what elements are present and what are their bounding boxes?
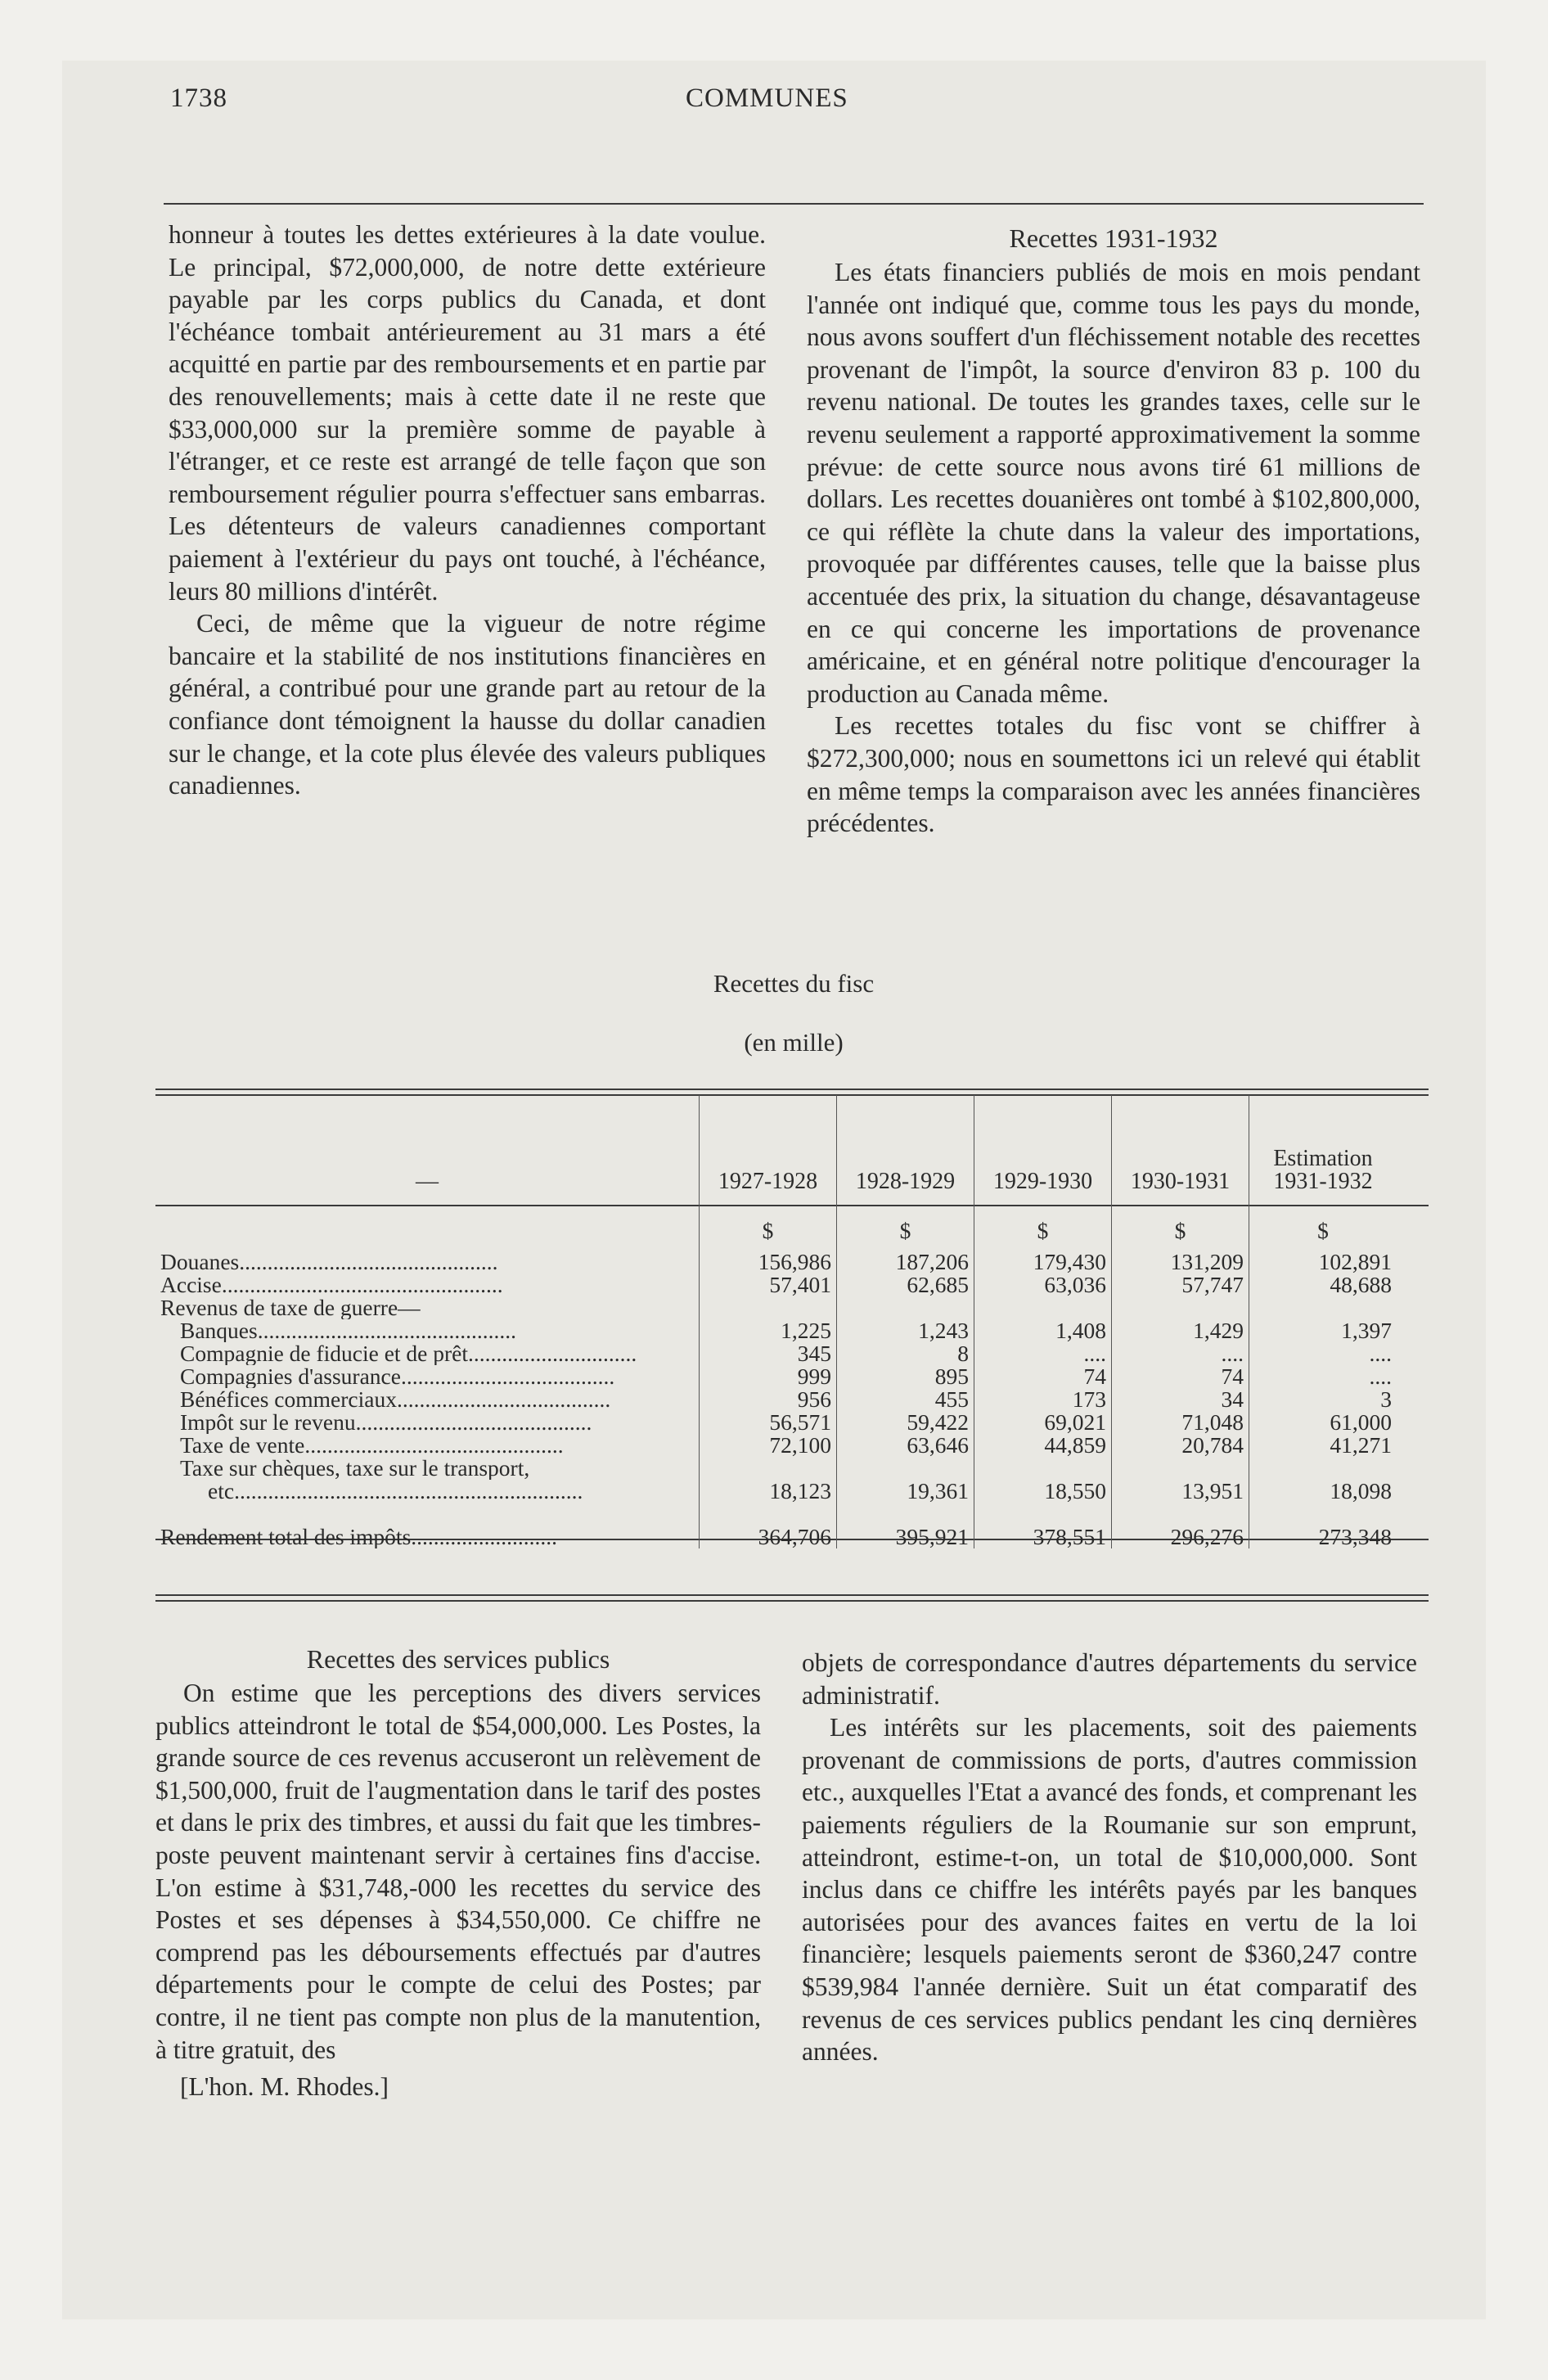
- currency-row: [155, 1193, 1397, 1242]
- table-cell: 455: [837, 1388, 974, 1411]
- table-cell: ....: [1249, 1342, 1397, 1365]
- table-cell: 3: [1249, 1388, 1397, 1411]
- table-cell: 20,784: [1112, 1434, 1249, 1457]
- paragraph: On estime que les perceptions des divers services publics atteindront le total de $54,000,000. Les Postes, la grande source de ces revenus accuseront un relèvement de $1,500,000, fruit de l'augmentation dans le tarif des postes et dans le prix des timbres, et aussi du fait que les timbres-poste peuvent maintenant servir à certaines fins d'accise. L'on estime à $31,748,-000 les recettes du service des Postes et ses dépenses à $34,550,000. Ce chiffre ne comprend pas les déboursements effectués par d'autres départements pour le compte de celui des Postes; par contre, il ne tient pas compte non plus de la manutention, à titre gratuit, des: [155, 1679, 761, 2064]
- table-subtitle: (en mille): [744, 1028, 844, 1057]
- table-cell: 156,986: [700, 1251, 837, 1273]
- table-row: [155, 1251, 1397, 1273]
- table-cell: 44,859: [974, 1434, 1112, 1457]
- row-label: Impôt sur le revenu..........................................: [180, 1411, 592, 1434]
- table-cell: [1112, 1296, 1249, 1319]
- table-cell: 62,685: [837, 1273, 974, 1296]
- table-title: Recettes du fisc: [713, 969, 875, 998]
- row-label: Rendement total des impôts..........................: [160, 1524, 558, 1548]
- table-cell: 18,123: [700, 1480, 837, 1503]
- running-title: COMMUNES: [686, 83, 848, 113]
- table-cell: 102,891: [1249, 1251, 1397, 1273]
- table-cell: 61,000: [1249, 1411, 1397, 1434]
- table-cell: [1249, 1296, 1397, 1319]
- row-label: Accise..................................................: [160, 1273, 503, 1296]
- row-label: Bénéfices commerciaux......................................: [180, 1388, 611, 1411]
- table-cell: [837, 1296, 974, 1319]
- table-cell: 8: [837, 1342, 974, 1365]
- row-label: Compagnie de fiducie et de prêt..............................: [180, 1342, 637, 1365]
- currency-cell: $: [700, 1193, 837, 1242]
- table-cell: ....: [974, 1342, 1112, 1365]
- table-cell: 1,397: [1249, 1319, 1397, 1342]
- table-cell: 19,361: [837, 1480, 974, 1503]
- table-cell: 131,209: [1112, 1251, 1249, 1273]
- table-cell: 1,408: [974, 1319, 1112, 1342]
- table-cell: [700, 1296, 837, 1319]
- table-cell: 74: [1112, 1365, 1249, 1388]
- row-label: Banques..............................................: [180, 1319, 516, 1342]
- table-cell: 345: [700, 1342, 837, 1365]
- table-bottom-rule: [155, 1594, 1429, 1596]
- table-cell: [155, 1242, 700, 1251]
- total-cell: 378,551: [974, 1503, 1112, 1548]
- table-cell: [1112, 1457, 1249, 1480]
- table-cell: 72,100: [700, 1434, 837, 1457]
- table-row: [155, 1434, 1397, 1457]
- table-cell: 56,571: [700, 1411, 837, 1434]
- column-header: 1928-1929: [837, 1095, 974, 1193]
- table-cell: [700, 1457, 837, 1480]
- table-row: [155, 1342, 1397, 1365]
- table-cell: 1,243: [837, 1319, 974, 1342]
- section-heading: Recettes 1931-1932: [1009, 223, 1218, 253]
- table-cell: 57,747: [1112, 1273, 1249, 1296]
- table-top-rule: [155, 1089, 1429, 1090]
- table-cell: 63,036: [974, 1273, 1112, 1296]
- table-cell: 18,550: [974, 1480, 1112, 1503]
- table-cell: 57,401: [700, 1273, 837, 1296]
- table-row: [155, 1273, 1397, 1296]
- table-cell: 1,225: [700, 1319, 837, 1342]
- table-cell: 187,206: [837, 1251, 974, 1273]
- table-row: [155, 1411, 1397, 1434]
- table-row: [155, 1365, 1397, 1388]
- row-label: Compagnies d'assurance......................................: [180, 1365, 615, 1388]
- column-header: 1930-1931: [1112, 1095, 1249, 1193]
- table-row: [155, 1388, 1397, 1411]
- table-cell: 179,430: [974, 1251, 1112, 1273]
- speaker-attribution: [L'hon. M. Rhodes.]: [180, 2072, 389, 2102]
- table-cell: [974, 1457, 1112, 1480]
- column-header: 1927-1928: [700, 1095, 837, 1193]
- table-total-row: [155, 1503, 1397, 1548]
- table-row: [155, 1457, 1397, 1480]
- table-cell: 895: [837, 1365, 974, 1388]
- table-cell: 956: [700, 1388, 837, 1411]
- table-cell: 69,021: [974, 1411, 1112, 1434]
- table-cell: 48,688: [1249, 1273, 1397, 1296]
- paragraph: Ceci, de même que la vigueur de notre régime bancaire et la stabilité de nos institutions financières en général, a contribué pour une grande part au retour de la confiance dont témoignent la hausse du dollar canadien sur le change, et la cote plus élevée des valeurs publiques canadiennes.: [169, 609, 766, 800]
- table-cell: 18,098: [1249, 1480, 1397, 1503]
- left-column-top: [169, 219, 766, 802]
- table-cell: [155, 1193, 700, 1242]
- column-header: 1929-1930: [974, 1095, 1112, 1193]
- section-heading: Recettes des services publics: [306, 1644, 610, 1674]
- currency-cell: $: [1249, 1193, 1397, 1242]
- table-cell: 59,422: [837, 1411, 974, 1434]
- table-row: [155, 1319, 1397, 1342]
- paragraph: objets de correspondance d'autres départements du service administratif.: [802, 1648, 1417, 1710]
- currency-cell: $: [837, 1193, 974, 1242]
- table-cell: [1249, 1457, 1397, 1480]
- table-cell: 74: [974, 1365, 1112, 1388]
- total-cell: 273,348: [1249, 1503, 1397, 1548]
- table-cell: 63,646: [837, 1434, 974, 1457]
- table-cell: ....: [1112, 1342, 1249, 1365]
- paragraph: Les intérêts sur les placements, soit des paiements provenant de commissions de ports, d'autres commission etc., auxquelles l'Etat a avancé des fonds, et comprenant les paiements réguliers de la Roumanie sur son emprunt, atteindront, estime-t-on, un total de $10,000,000. Sont inclus dans ce chiffre les intérêts payés par les banques autorisées pour des avances faites en vertu de la loi financière; lesquels paiements seront de $360,247 contre $539,984 l'année dernière. Suit un état comparatif des revenus de ces services publics pendant les cinq dernières années.: [802, 1713, 1417, 2067]
- revenue-table: [155, 1095, 1397, 1548]
- row-label: Taxe sur chèques, taxe sur le transport,: [180, 1457, 530, 1480]
- table-cell: ....: [1249, 1365, 1397, 1388]
- total-cell: 296,276: [1112, 1503, 1249, 1548]
- row-label: Douanes..............................................: [160, 1251, 498, 1273]
- table-cell: 71,048: [1112, 1411, 1249, 1434]
- left-column-bottom: [155, 1643, 761, 2103]
- paragraph: Les états financiers publiés de mois en mois pendant l'année ont indiqué que, comme tous les pays du monde, nous avons souffert d'un fléchissement notable des recettes provenant de l'impôt, la source d'environ 83 p. 100 du revenu national. De toutes les grandes taxes, celle sur le revenu seulement a rapporté approximativement la somme prévue: de cette source nous avons tiré 61 millions de dollars. Les recettes douanières ont tombé à $102,800,000, ce qui réflète la chute dans la valeur des importations, provoquée par différentes causes, telle que la baisse plus accentuée des prix, la situation du change, désavantageuse en ce qui concerne les importations de provenance américaine, et en général notre politique d'encourager la production au Canada même.: [807, 258, 1420, 708]
- stub-header: —: [416, 1169, 439, 1193]
- table-header-row: [155, 1095, 1397, 1193]
- table-bottom-rule-2: [155, 1600, 1429, 1602]
- table-cell: 173: [974, 1388, 1112, 1411]
- currency-cell: $: [974, 1193, 1112, 1242]
- paragraph: honneur à toutes les dettes extérieures à la date voulue. Le principal, $72,000,000, de notre dette extérieure payable par les corps publics du Canada, et dont l'échéance tombait antérieurement au 31 mars a été acquitté en partie par des remboursements et en partie par des renouvellements; mais à cette date il ne reste que $33,000,000 sur la première somme de payable à l'étranger, et ce reste est arrangé de telle façon que son remboursement régulier pourra s'effectuer sans embarras. Les détenteurs de valeurs canadiennes comportant paiement à l'extérieur du pays ont touché, à l'échéance, leurs 80 millions d'intérêt.: [169, 220, 766, 606]
- table-cell: 1,429: [1112, 1319, 1249, 1342]
- currency-cell: $: [1112, 1193, 1249, 1242]
- table-cell: 34: [1112, 1388, 1249, 1411]
- column-header: Estimation 1931-1932: [1249, 1095, 1397, 1193]
- right-column-bottom: [802, 1647, 1417, 2068]
- table-cell: [837, 1457, 974, 1480]
- table-cell: [974, 1296, 1112, 1319]
- right-column-top: [807, 222, 1420, 840]
- header-rule: [164, 203, 1424, 205]
- table-row: [155, 1480, 1397, 1503]
- table-cell: 41,271: [1249, 1434, 1397, 1457]
- page-number: 1738: [170, 83, 227, 113]
- table-row: [155, 1296, 1397, 1319]
- total-cell: 395,921: [837, 1503, 974, 1548]
- paragraph: Les recettes totales du fisc vont se chiffrer à $272,300,000; nous en soumettons ici un relevé qui établit en même temps la comparaison avec les années financières précédentes.: [807, 711, 1420, 838]
- row-label: etc..............................................................: [208, 1480, 583, 1503]
- row-label: Revenus de taxe de guerre—: [160, 1296, 421, 1319]
- row-label: Taxe de vente..............................................: [180, 1434, 564, 1457]
- table-cell: 13,951: [1112, 1480, 1249, 1503]
- total-cell: 364,706: [700, 1503, 837, 1548]
- table-cell: 999: [700, 1365, 837, 1388]
